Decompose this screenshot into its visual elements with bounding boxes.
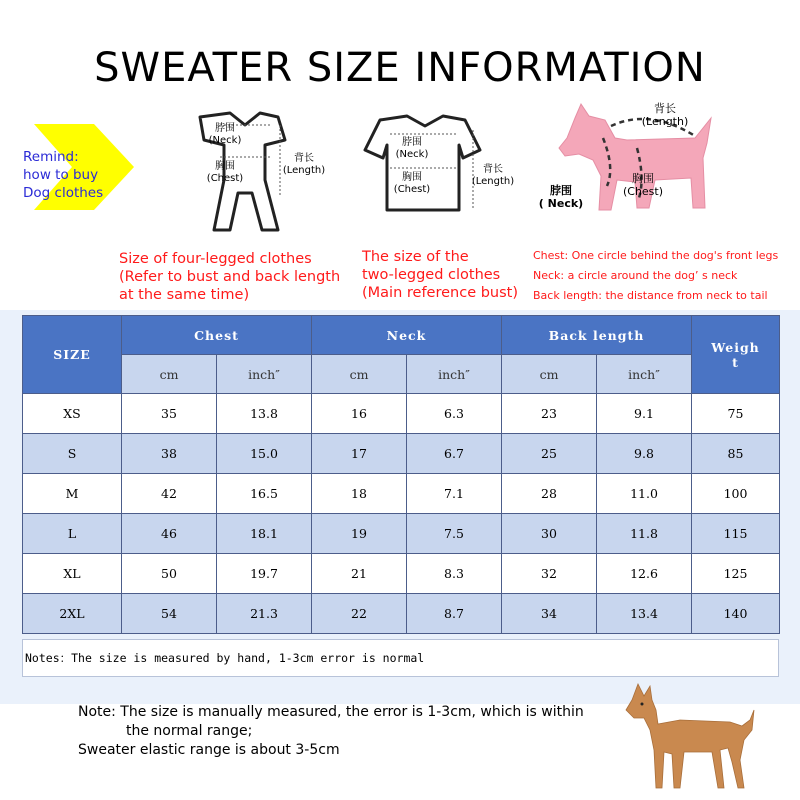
fig1-back-en: (Length) — [282, 165, 326, 176]
caption-line: The size of the — [362, 249, 469, 265]
fig3-back-cn: 背长 — [654, 102, 676, 115]
chest-definition: Chest: One circle behind the dog's front legs — [533, 249, 779, 262]
remind-line-3: Dog clothes — [23, 185, 104, 201]
bottom-note — [78, 703, 638, 760]
fig3-neck-en: ( Neck) — [538, 197, 584, 210]
size-header: SIZE — [23, 316, 122, 394]
chest-cm-cell: 54 — [122, 594, 217, 634]
table-row — [23, 514, 780, 554]
fig1-chest-en: (Chest) — [206, 173, 244, 184]
back-inch-cell: 11.8 — [597, 514, 692, 554]
note-line-2: the normal range; — [126, 723, 253, 739]
fig2-chest-cn: 胸围 — [402, 172, 422, 183]
back-inch-cell: 13.4 — [597, 594, 692, 634]
neck-inch-cell: 7.5 — [407, 514, 502, 554]
fig3-chest-cn: 胸围 — [632, 172, 654, 185]
neck-cm-cell: 17 — [312, 434, 407, 474]
size-table — [22, 315, 780, 634]
caption-line: two-legged clothes — [362, 267, 501, 283]
two-legged-caption — [362, 248, 518, 302]
fig1-neck-en: (Neck) — [208, 135, 242, 146]
size-cell: XL — [23, 554, 122, 594]
back-cm-cell: 32 — [502, 554, 597, 594]
neck-cm-cell: 18 — [312, 474, 407, 514]
chest-inch-cell: 18.1 — [217, 514, 312, 554]
table-notes: Notes：The size is measured by hand, 1-3cm error is normal — [22, 639, 779, 677]
neck-cm-cell: 19 — [312, 514, 407, 554]
table-row — [23, 554, 780, 594]
neck-inch-cell: 6.7 — [407, 434, 502, 474]
remind-line-1: Remind: — [23, 149, 79, 165]
fig3-back-en: (Length) — [641, 115, 689, 128]
table-row — [23, 434, 780, 474]
size-cell: 2XL — [23, 594, 122, 634]
back-inch-cell: 12.6 — [597, 554, 692, 594]
chest-cm-cell: 42 — [122, 474, 217, 514]
neck-inch-cell: 8.7 — [407, 594, 502, 634]
size-cell: XS — [23, 394, 122, 434]
weight-cell: 75 — [692, 394, 780, 434]
chest-cm-cell: 35 — [122, 394, 217, 434]
neck-inch-cell: 7.1 — [407, 474, 502, 514]
fig2-back-en: (Length) — [471, 176, 515, 187]
chest-inch-cell: 15.0 — [217, 434, 312, 474]
back-cm-cell: 28 — [502, 474, 597, 514]
back-cm-cell: 34 — [502, 594, 597, 634]
back-cm-cell: 30 — [502, 514, 597, 554]
size-cell: L — [23, 514, 122, 554]
chest-inch-cell: 21.3 — [217, 594, 312, 634]
caption-line: at the same time) — [119, 287, 250, 303]
definitions-caption — [533, 246, 778, 306]
fig1-neck-cn: 脖围 — [215, 123, 235, 134]
note-line-1: Note: The size is manually measured, the error is 1-3cm, which is within — [78, 704, 584, 720]
four-legged-caption — [119, 250, 340, 304]
caption-line: (Refer to bust and back length — [119, 269, 341, 285]
weight-cell: 140 — [692, 594, 780, 634]
chest-inch-cell: 19.7 — [217, 554, 312, 594]
back-length-definition: Back length: the distance from neck to tail — [533, 289, 768, 302]
neck-cm-cell: 16 — [312, 394, 407, 434]
weight-cell: 115 — [692, 514, 780, 554]
table-row — [23, 394, 780, 434]
neck-cm-cell: 21 — [312, 554, 407, 594]
size-cell: M — [23, 474, 122, 514]
size-cell: S — [23, 434, 122, 474]
neck-inch-cell: 6.3 — [407, 394, 502, 434]
back-inch-cell: 9.1 — [597, 394, 692, 434]
fig2-chest-en: (Chest) — [393, 184, 431, 195]
neck-cm-cell: 22 — [312, 594, 407, 634]
back-inch-cell: 11.0 — [597, 474, 692, 514]
unit-header: cm — [122, 355, 217, 394]
page-title: SWEATER SIZE INFORMATION — [94, 45, 706, 91]
fig3-neck-cn: 脖围 — [550, 184, 572, 197]
size-rows — [23, 394, 780, 634]
unit-header: inch″ — [407, 355, 502, 394]
chest-inch-cell: 16.5 — [217, 474, 312, 514]
weight-cell: 85 — [692, 434, 780, 474]
back-cm-cell: 23 — [502, 394, 597, 434]
unit-header: inch″ — [597, 355, 692, 394]
note-line-3: Sweater elastic range is about 3-5cm — [78, 742, 340, 758]
neck-definition: Neck: a circle around the dog’ s neck — [533, 269, 738, 282]
weight-cell: 100 — [692, 474, 780, 514]
caption-line: (Main reference bust) — [362, 285, 519, 301]
fig1-back-cn: 背长 — [294, 153, 314, 164]
chest-cm-cell: 50 — [122, 554, 217, 594]
fig2-neck-cn: 脖围 — [402, 137, 422, 148]
unit-header: inch″ — [217, 355, 312, 394]
fig2-back-cn: 背长 — [483, 164, 503, 175]
chest-header: Chest — [122, 316, 312, 355]
dog-measurement-diagram — [538, 98, 725, 228]
four-legged-clothes-diagram — [160, 105, 340, 235]
chest-cm-cell: 46 — [122, 514, 217, 554]
chest-inch-cell: 13.8 — [217, 394, 312, 434]
fig2-neck-en: (Neck) — [395, 149, 429, 160]
dog-photo-icon — [620, 680, 760, 792]
remind-line-2: how to buy — [23, 167, 99, 183]
chest-cm-cell: 38 — [122, 434, 217, 474]
fig1-chest-cn: 胸围 — [215, 161, 235, 172]
table-row — [23, 594, 780, 634]
two-legged-clothes-diagram — [345, 110, 525, 220]
unit-header: cm — [502, 355, 597, 394]
caption-line: Size of four-legged clothes — [119, 251, 312, 267]
neck-inch-cell: 8.3 — [407, 554, 502, 594]
weight-cell: 125 — [692, 554, 780, 594]
back-length-header: Back length — [502, 316, 692, 355]
weight-header: Weight — [692, 316, 780, 394]
back-inch-cell: 9.8 — [597, 434, 692, 474]
fig3-chest-en: (Chest) — [622, 185, 664, 198]
neck-header: Neck — [312, 316, 502, 355]
back-cm-cell: 25 — [502, 434, 597, 474]
remind-text — [23, 148, 143, 202]
table-row — [23, 474, 780, 514]
unit-header: cm — [312, 355, 407, 394]
